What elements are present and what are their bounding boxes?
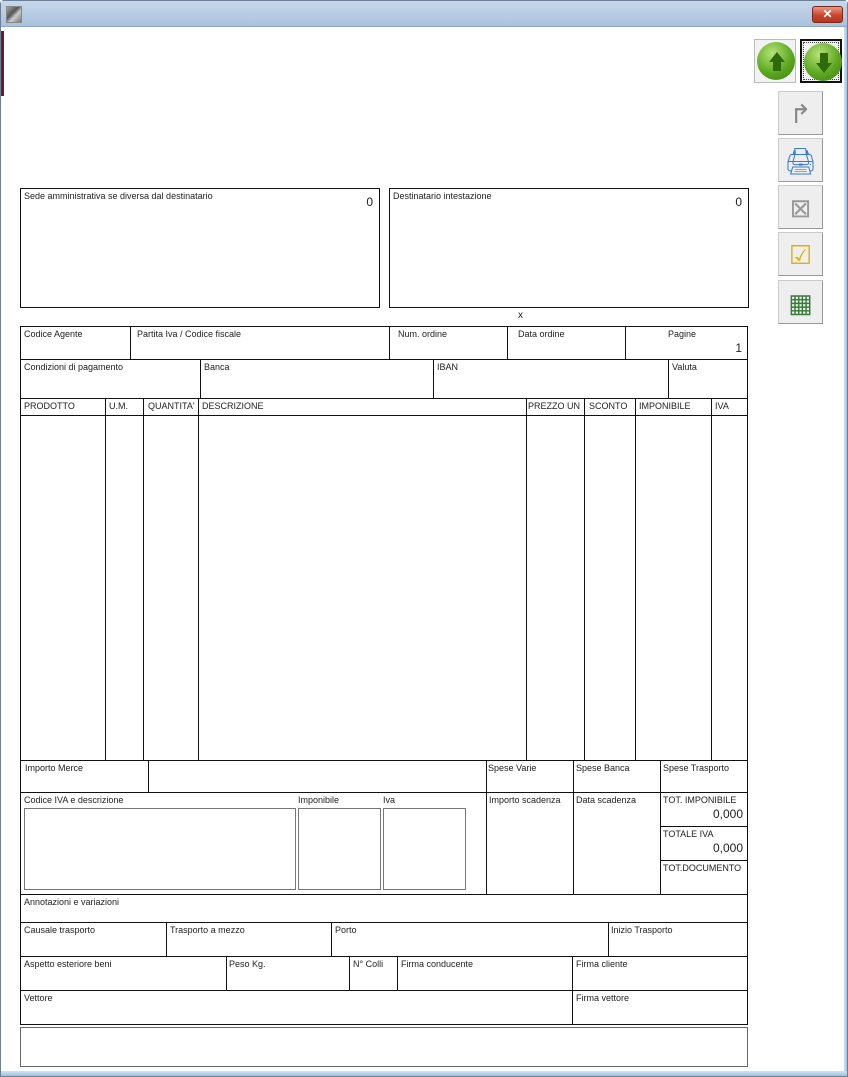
colli-field[interactable] xyxy=(350,957,397,990)
imponibile-label: Imponibile xyxy=(298,795,340,805)
products-table xyxy=(20,398,748,761)
arrow-down-icon xyxy=(804,43,842,81)
excel-icon: ⊠ xyxy=(789,193,812,223)
iban-label: IBAN xyxy=(437,362,459,372)
codice-agente-label: Codice Agente xyxy=(24,329,83,339)
partita-iva-field[interactable] xyxy=(131,327,389,359)
col-header-quantita: QUANTITA' xyxy=(148,401,195,411)
table-body[interactable] xyxy=(21,416,747,760)
checklist-button[interactable] xyxy=(778,232,823,276)
vettore-label: Vettore xyxy=(24,993,53,1003)
col-header-descrizione: DESCRIZIONE xyxy=(202,401,264,411)
tot-documento-field xyxy=(661,861,747,894)
spese-banca-label: Spese Banca xyxy=(576,763,630,773)
tot-imponibile-field xyxy=(661,793,747,827)
notes-input[interactable] xyxy=(20,1027,748,1067)
print-button[interactable] xyxy=(778,138,823,182)
annotazioni-field[interactable] xyxy=(20,894,748,923)
col-header-prodotto: PRODOTTO xyxy=(24,401,75,411)
spese-trasporto-field[interactable] xyxy=(661,761,747,792)
col-header-imponibile: IMPONIBILE xyxy=(639,401,691,411)
window-edge-bottom xyxy=(1,1071,847,1076)
data-scadenza-label: Data scadenza xyxy=(576,795,637,805)
calculator-button[interactable] xyxy=(778,280,823,324)
imponibile-input[interactable] xyxy=(298,808,381,890)
forward-button[interactable] xyxy=(778,91,823,135)
col-header-sconto: SCONTO xyxy=(589,401,628,411)
pagine-field xyxy=(626,327,747,359)
causale-label: Causale trasporto xyxy=(24,925,96,935)
order-info-row xyxy=(20,326,748,360)
col-header-um: U.M. xyxy=(109,401,128,411)
charges-row xyxy=(20,760,748,793)
banca-field[interactable] xyxy=(201,360,433,398)
valuta-field[interactable] xyxy=(669,360,747,398)
payment-info-row xyxy=(20,359,748,399)
tot-documento-label: TOT.DOCUMENTO xyxy=(663,863,742,873)
firma-vettore-field[interactable] xyxy=(573,991,747,1024)
sede-amministrativa-box[interactable] xyxy=(20,188,380,308)
arrow-up-icon xyxy=(757,42,795,80)
trasporto-mezzo-field[interactable] xyxy=(167,923,331,956)
totale-iva-field xyxy=(661,827,747,861)
data-ordine-label: Data ordine xyxy=(518,329,565,339)
destinatario-label: Destinatario intestazione xyxy=(393,191,492,201)
export-button[interactable] xyxy=(778,185,823,229)
firma-conducente-field[interactable] xyxy=(398,957,572,990)
spese-banca-field[interactable] xyxy=(574,761,660,792)
data-scadenza-field[interactable] xyxy=(574,793,660,894)
iva-label: Iva xyxy=(383,795,396,805)
trasporto-mezzo-label: Trasporto a mezzo xyxy=(170,925,245,935)
peso-label: Peso Kg. xyxy=(229,959,266,969)
firma-cliente-label: Firma cliente xyxy=(576,959,628,969)
sede-label: Sede amministrativa se diversa dal destinatario xyxy=(24,191,213,201)
window-edge xyxy=(1,31,4,96)
spese-trasporto-label: Spese Trasporto xyxy=(663,763,730,773)
firma-conducente-label: Firma conducente xyxy=(401,959,474,969)
inizio-trasporto-label: Inizio Trasporto xyxy=(611,925,673,935)
valuta-label: Valuta xyxy=(672,362,697,372)
sede-value: 0 xyxy=(366,195,373,209)
porto-field[interactable] xyxy=(332,923,608,956)
carrier-row xyxy=(20,990,748,1025)
next-page-button[interactable] xyxy=(800,39,842,83)
totale-iva-value: 0,000 xyxy=(712,841,743,855)
annotazioni-label: Annotazioni e variazioni xyxy=(24,897,120,907)
printer-icon: 🖨 xyxy=(783,146,817,176)
iban-field[interactable] xyxy=(434,360,668,398)
num-ordine-label: Num. ordine xyxy=(398,329,448,339)
transport-row xyxy=(20,922,748,957)
inizio-trasporto-field[interactable] xyxy=(609,923,747,956)
calculator-icon: ▦ xyxy=(788,288,813,318)
condizioni-pagamento-field[interactable] xyxy=(21,360,200,398)
checklist-icon: ☑ xyxy=(788,240,813,270)
num-ordine-field[interactable] xyxy=(390,327,507,359)
destinatario-value: 0 xyxy=(735,195,742,209)
pagine-label: Pagine xyxy=(668,329,697,339)
codice-iva-label: Codice IVA e descrizione xyxy=(24,795,124,805)
x-marker: x xyxy=(518,310,523,321)
goods-row xyxy=(20,956,748,991)
banca-label: Banca xyxy=(204,362,230,372)
importo-scadenza-label: Importo scadenza xyxy=(489,795,561,805)
window-edge-right xyxy=(844,27,847,1073)
vettore-field[interactable] xyxy=(21,991,572,1024)
importo-scadenza-field[interactable] xyxy=(487,793,573,894)
destinatario-box[interactable] xyxy=(389,188,749,308)
aspetto-label: Aspetto esteriore beni xyxy=(24,959,112,969)
tot-imponibile-value: 0,000 xyxy=(712,807,743,821)
title-bar xyxy=(1,1,847,27)
porto-label: Porto xyxy=(335,925,357,935)
importo-merce-field[interactable] xyxy=(21,761,148,792)
codice-agente-field[interactable] xyxy=(21,327,130,359)
forward-arrow-icon: ↱ xyxy=(789,99,812,129)
importo-merce-label: Importo Merce xyxy=(25,763,84,773)
condizioni-label: Condizioni di pagamento xyxy=(24,362,124,372)
colli-label: N° Colli xyxy=(353,959,384,969)
tot-imponibile-label: TOT. IMPONIBILE xyxy=(663,795,737,805)
causale-trasporto-field[interactable] xyxy=(21,923,166,956)
peso-field[interactable] xyxy=(227,957,349,990)
iva-input[interactable] xyxy=(383,808,466,890)
app-icon xyxy=(6,6,22,23)
aspetto-field[interactable] xyxy=(21,957,226,990)
pagine-value: 1 xyxy=(735,341,742,355)
spese-varie-field[interactable] xyxy=(487,761,573,792)
partita-iva-label: Partita Iva / Codice fiscale xyxy=(137,329,242,339)
vat-totals-section xyxy=(20,792,748,895)
firma-cliente-field[interactable] xyxy=(573,957,747,990)
totale-iva-label: TOTALE IVA xyxy=(663,829,714,839)
col-header-prezzo: PREZZO UN xyxy=(528,401,581,411)
col-header-iva: IVA xyxy=(715,401,729,411)
previous-page-button[interactable] xyxy=(754,39,796,83)
data-ordine-field[interactable] xyxy=(508,327,625,359)
close-button[interactable]: ✕ xyxy=(812,6,843,23)
firma-vettore-label: Firma vettore xyxy=(576,993,630,1003)
spese-varie-label: Spese Varie xyxy=(488,763,537,773)
importo-merce-value xyxy=(149,761,486,792)
codice-iva-input[interactable] xyxy=(24,808,296,890)
